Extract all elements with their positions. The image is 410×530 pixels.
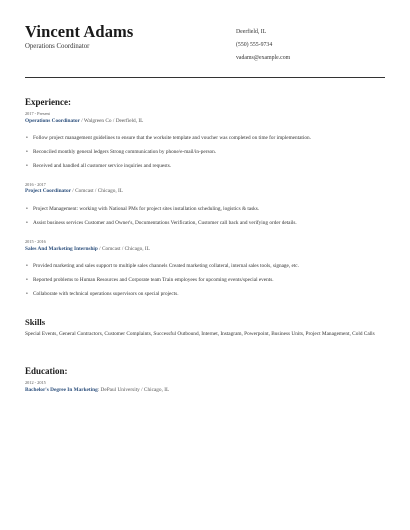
job-bullets xyxy=(25,263,299,305)
list-item: • Assist business services Customer and Owner's, Documentations Verification, Customer call back and verifying order details. xyxy=(25,220,297,234)
skills-list: Special Events, General Contractors, Customer Complaints, Successful Outbound, Internet, Instagram, Powerpoint, Business Units, Project Management, Cold Calls xyxy=(25,331,375,337)
job-title: Operations Coordinator xyxy=(25,118,80,124)
list-item: • Received and handled all customer service inquiries and requests. xyxy=(25,163,311,177)
job-title: Sales And Marketing Internship xyxy=(25,246,98,252)
contact-phone: (550) 555-9734 xyxy=(236,42,273,48)
header-divider xyxy=(25,77,385,78)
job-title-line xyxy=(25,118,143,124)
list-item: • Collaborate with technical operations supervisors on special projects. xyxy=(25,291,299,305)
contact-location: Deerfield, IL xyxy=(236,29,267,35)
education-dates: 2012 - 2015 xyxy=(25,380,46,385)
job-title-line xyxy=(25,246,150,252)
job-dates: 2017 - Present xyxy=(25,111,50,116)
education-heading: Education: xyxy=(25,366,68,376)
list-item: • Follow project management guidelines to ensure that the worksite template and voucher was completed on time for implementation. xyxy=(25,135,311,149)
job-employer: / Walgreen Co / Deerfield, IL xyxy=(79,118,144,124)
education-school: : DePaul University / Chicago, IL xyxy=(97,387,170,393)
list-item: • Reported problems to Human Resources and Corporate team Train employees for upcoming events/special events. xyxy=(25,277,299,291)
candidate-name: Vincent Adams xyxy=(25,22,134,41)
job-dates: 2016 - 2017 xyxy=(25,182,46,187)
list-item: • Provided marketing and sales support to multiple sales channels Created marketing collateral, internal sales tools, signage, etc. xyxy=(25,263,299,277)
job-title: Project Coordinator xyxy=(25,188,71,194)
job-bullets xyxy=(25,135,311,177)
contact-email: vadams@example.com xyxy=(236,55,291,61)
degree-title: Bachelor's Degree In Marketing xyxy=(25,387,98,393)
skills-heading: Skills xyxy=(25,317,46,327)
job-bullets xyxy=(25,206,297,234)
list-item: • Reconciled monthly general ledgers Strong communication by phone/e-mail/in-person. xyxy=(25,149,311,163)
job-employer: / Comcast / Chicago, IL xyxy=(70,188,124,194)
candidate-title: Operations Coordinator xyxy=(25,43,90,50)
job-title-line xyxy=(25,188,123,194)
job-dates: 2015 - 2016 xyxy=(25,239,46,244)
job-employer: / Comcast / Chicago, IL xyxy=(97,246,150,252)
experience-heading: Experience: xyxy=(25,97,71,107)
education-line xyxy=(25,387,169,393)
list-item: • Project Management: working with National PMs for project sites installation scheduling, logistics & tasks. xyxy=(25,206,297,220)
